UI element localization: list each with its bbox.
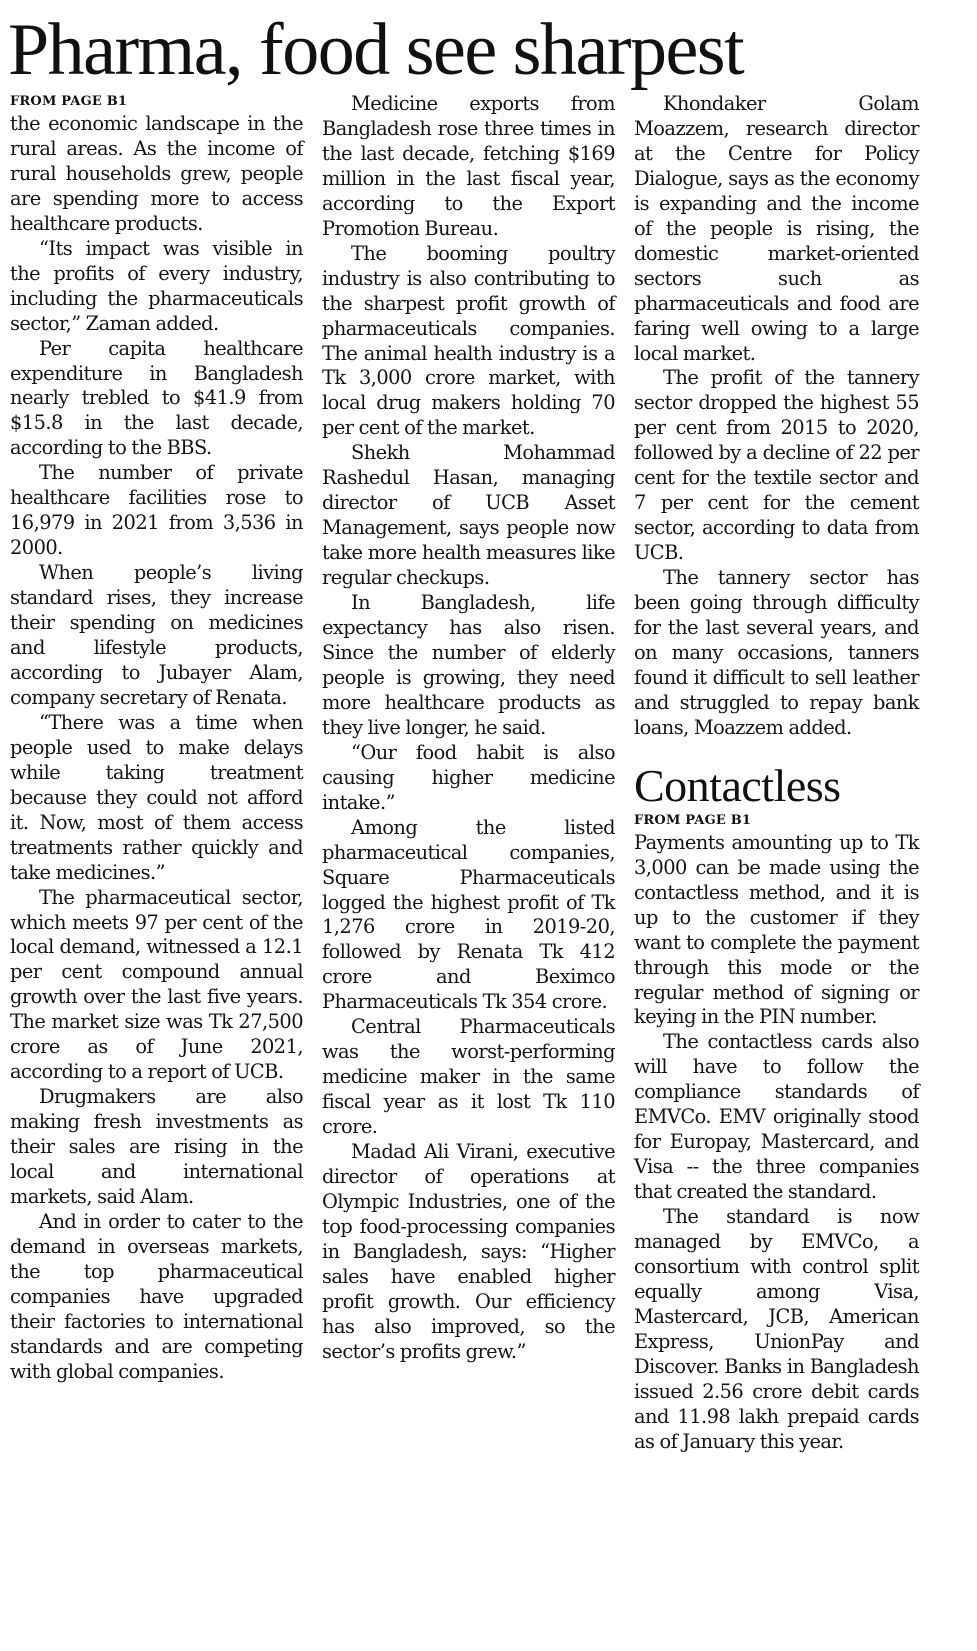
paragraph: The number of private healthcare facilities rose to 16,979 in 2021 from 3,536 in 2000. xyxy=(10,461,303,560)
paragraph: The pharmaceutical sector, which meets 97 per cent of the local demand, witnessed a 12.1 per cent compound annual growth over the last five years. The market size was Tk 27,500 crore as of June 2021, according to a report of UCB. xyxy=(10,885,303,1084)
dateline: FROM PAGE B1 xyxy=(634,812,752,828)
subhead: Contactless xyxy=(634,759,841,811)
paragraph: “Our food habit is also causing higher medicine intake.” xyxy=(322,740,615,814)
paragraph: In Bangladesh, life expectancy has also risen. Since the number of elderly people is growing, they need more healthcare products as they live longer, he said. xyxy=(322,591,615,739)
column-2 xyxy=(322,92,615,1365)
paragraph: The standard is now managed by EMVCo, a consortium with control split equally among Visa, Mastercard, JCB, American Express, UnionPay and Discover. Banks in Bangladesh issued 2.56 crore debit cards and 11.98 lakh prepaid cards as of January this year. xyxy=(634,1205,919,1453)
paragraph: Medicine exports from Bangladesh rose three times in the last decade, fetching $169 million in the last fiscal year, according to the Export Promotion Bureau. xyxy=(322,92,615,240)
paragraph: The booming poultry industry is also contributing to the sharpest profit growth of pharmaceuticals companies. The animal health industry is a Tk 3,000 crore market, with local drug makers holding 70 per cent of the market. xyxy=(322,241,615,440)
column-3 xyxy=(634,92,919,1455)
dateline: FROM PAGE B1 xyxy=(10,94,128,109)
paragraph: Payments amounting up to Tk 3,000 can be made using the contactless method, and it is up to the customer if they want to complete the payment through this mode or the regular method of signing or keying in the PIN number. xyxy=(634,830,919,1029)
headline: Pharma, food see sharpest xyxy=(8,9,744,91)
paragraph: Among the listed pharmaceutical companies, Square Pharmaceuticals logged the highest profit of Tk 1,276 crore in 2019-20, followed by Renata Tk 412 crore and Beximco Pharmaceuticals Tk 354 crore. xyxy=(322,815,615,1014)
paragraph: When people’s living standard rises, they increase their spending on medicines and lifestyle products, according to Jubayer Alam, company secretary of Renata. xyxy=(10,561,303,709)
paragraph: And in order to cater to the demand in overseas markets, the top pharmaceutical companies have upgraded their factories to international standards and are competing with global companies. xyxy=(10,1209,303,1383)
paragraph: Madad Ali Virani, executive director of operations at Olympic Industries, one of the top food-processing companies in Bangladesh, says: “Higher sales have enabled higher profit growth. Our efficiency has also improved, so the sector’s profits grew.” xyxy=(322,1140,615,1363)
paragraph: “There was a time when people used to make delays while taking treatment because they could not afford it. Now, most of them access treatments rather quickly and take medicines.” xyxy=(10,710,303,884)
paragraph: Drugmakers are also making fresh investments as their sales are rising in the local and international markets, said Alam. xyxy=(10,1085,303,1208)
paragraph: Central Pharmaceuticals was the worst-performing medicine maker in the same fiscal year as it lost Tk 110 crore. xyxy=(322,1015,615,1139)
paragraph: the economic landscape in the rural areas. As the income of rural households grew, people are spending more to access healthcare products. xyxy=(10,112,303,235)
paragraph: Per capita healthcare expenditure in Bangladesh nearly trebled to $41.9 from $15.8 in the last decade, according to the BBS. xyxy=(10,336,303,460)
paragraph: The profit of the tannery sector dropped the highest 55 per cent from 2015 to 2020, followed by a decline of 22 per cent for the textile sector and 7 per cent for the cement sector, according to data from UCB. xyxy=(634,366,919,565)
paragraph: The contactless cards also will have to follow the compliance standards of EMVCo. EMV originally stood for Europay, Mastercard, and Visa -- the three companies that created the standard. xyxy=(634,1030,919,1204)
paragraph: Shekh Mohammad Rashedul Hasan, managing director of UCB Asset Management, says people now take more health measures like regular checkups. xyxy=(322,441,615,590)
paragraph: “Its impact was visible in the profits of every industry, including the pharmaceuticals sector,” Zaman added. xyxy=(10,236,303,335)
paragraph: The tannery sector has been going through difficulty for the last several years, and on many occasions, tanners found it difficult to sell leather and struggled to repay bank loans, Moazzem added. xyxy=(634,566,919,739)
column-1 xyxy=(10,92,303,1385)
paragraph: Khondaker Golam Moazzem, research director at the Centre for Policy Dialogue, says as the economy is expanding and the income of the people is rising, the domestic market-oriented sectors such as pharmaceuticals and food are faring well owing to a large local market. xyxy=(634,92,919,365)
